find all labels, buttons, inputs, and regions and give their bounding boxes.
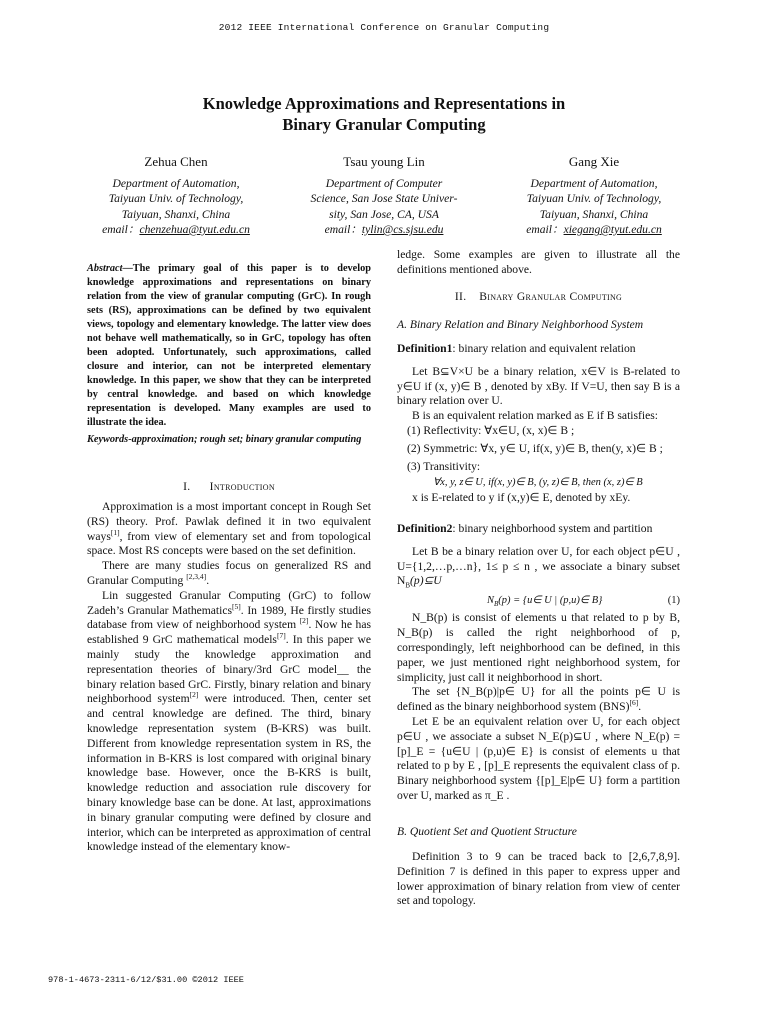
author-affiliation: Department of Automation, Taiyuan Univ. of Technology, Taiyuan, Shanxi, China (526, 176, 662, 221)
def2-paragraph-3: The set {N_B(p)|p∈ U} for all the points p∈ U is defined as the binary neighborhood system (BNS)[6]. (397, 685, 680, 714)
subsection-b-heading: B. Quotient Set and Quotient Structure (397, 825, 577, 838)
def1-condition-intro: B is an equivalent relation marked as E if B satisfies: (412, 409, 658, 423)
author-name: Zehua Chen (144, 154, 208, 169)
def1-transitivity-formula: ∀x, y, z∈ U, if(x, y)∈ B, (y, z)∈ B, then (x, z)∈ B (433, 477, 643, 489)
author-email-link[interactable]: chenzehua@tyut.edu.cn (139, 223, 250, 236)
author-affiliation: Department of Automation, Taiyuan Univ. of Technology, Taiyuan, Shanxi, China (108, 176, 244, 221)
author-name: Tsau young Lin (343, 154, 425, 169)
author-name: Gang Xie (568, 154, 620, 169)
section-number: II. (454, 290, 467, 303)
author-block-2 (284, 154, 484, 238)
def1-transitivity: (3) Transitivity: (407, 459, 481, 473)
section-number: I. (183, 480, 191, 493)
def1-symmetric: (2) Symmetric: ∀x, y∈ U, if(x, y)∈ B, then(y, x)∈ B ; (407, 441, 663, 455)
equation-number: (1) (667, 594, 680, 606)
email-label: email： (526, 223, 564, 236)
def1-paragraph: Let B⊆V×U be a binary relation, x∈V is B-related to y∈U if (x, y)∈ B , denoted by xBy. If V=U, then say B is a binary relation over U. (397, 364, 680, 408)
def2-equation: $N_B(p)$ = {u∈ U | (p,u)∈ B} (1) (397, 594, 680, 612)
copyright-footer: 978-1-4673-2311-6/12/$31.00 ©2012 IEEE (48, 975, 244, 985)
section-heading-binary-granular-computing (397, 290, 680, 303)
def2-paragraph-1: Let B be a binary relation over U, for each object p∈U , U={1,2,…p,…n}, 1≤ p ≤ n , we associate a binary subset $N_B(p)⊆U$ (397, 544, 680, 590)
keywords: Keywords-approximation; rough set; binary granular computing (87, 434, 362, 445)
def2-paragraph-2: N_B(p) is consist of elements u that related to p by B, N_B(p) is called the right neighborhood of p, correspondingly, left neighborhood can be defined, in this paper, we just mentioned right neighborhood system, for simplicity, just call it neighborhood in short. (397, 611, 680, 684)
conference-header: 2012 IEEE International Conference on Granular Computing (218, 22, 550, 33)
subsection-b-body (397, 850, 680, 909)
definition-2 (397, 522, 680, 804)
abstract-label: Abstract (87, 263, 123, 274)
subsection-b-paragraph: Definition 3 to 9 can be traced back to [2,6,7,8,9]. Definition 7 is defined in this paper to express upper and lower approximation of binary relation from view of center set and topology. (397, 850, 680, 908)
abstract (87, 262, 371, 430)
section-title: Binary Granular Computing (479, 290, 623, 303)
def1-reflectivity: (1) Reflectivity: ∀x∈U, (x, x)∈ B ; (407, 423, 575, 437)
def2-heading: Definition2: binary neighborhood system and partition (397, 522, 653, 535)
def2-paragraph-4: Let E be an equivalent relation over U, for each object p∈U , we associate a subset N_E(p)⊆U , where N_E(p) = [p]_E = {u∈U | (p,u)∈ E} is consist of elements u that related to p by E , [p]_E represents the equivalent class of p. Binary neighborhood system {[p]_E|p∈ U} form a partition over U, marked as π_E . (397, 714, 680, 802)
author-affiliation: Department of Computer Science, San Jose State Univer- sity, San Jose, CA, USA (310, 176, 458, 221)
author-block-1 (76, 154, 276, 238)
author-email-link[interactable]: xiegang@tyut.edu.cn (563, 223, 662, 236)
right-column-top (397, 248, 680, 278)
author-email-link[interactable]: tylin@cs.sjsu.edu (361, 223, 444, 236)
def1-heading: Definition1: binary relation and equivalent relation (397, 342, 636, 355)
section-heading-introduction (87, 480, 371, 493)
title-line-2: Binary Granular Computing (282, 115, 486, 134)
paper-title (40, 93, 728, 135)
intro-paragraph-2: There are many studies focus on generalized RS and Granular Computing [2,3,4]. (87, 559, 371, 587)
def1-closing: x is E-related to y if (x,y)∈ E, denoted by xEy. (412, 491, 631, 505)
subsection-a-heading: A. Binary Relation and Binary Neighborhood System (397, 318, 644, 331)
title-line-1: Knowledge Approximations and Representations in (202, 94, 566, 113)
intro-paragraph-1: Approximation is a most important concept in Rough Set (RS) theory. Prof. Pawlak defined it in two equivalent ways[1], from view of elementary set and from topological space. Most RS concepts were based on the set definition. (87, 500, 371, 558)
email-label: email： (324, 223, 362, 236)
right-paragraph-continuation: ledge. Some examples are given to illustrate all the definitions mentioned above. (397, 248, 680, 276)
definition-1 (397, 342, 680, 506)
email-label: email： (102, 223, 140, 236)
section-title: Introduction (209, 480, 275, 493)
introduction-body (87, 500, 371, 855)
abstract-text: —The primary goal of this paper is to develop knowledge approximations and representations on binary relation from the view of granular computing (GrC). In rough sets (RS), approximations can be defined by two equivalent views, topology and elementary knowledge. The latter view does not behave well mathematically, so in GrC, topology has often been adopted. Unfortunately, such approximations, called closure and interior, can not be interpreted elementary knowledge. In this paper, we show that they can be interpreted by central knowledge. and based on which knowledge representation is developed. Many examples are used to illustrate the idea. (87, 263, 371, 428)
intro-paragraph-3: Lin suggested Granular Computing (GrC) to follow Zadeh’s Granular Mathematics[5]. In 1989, He firstly studies database from view of neighborhood system [2]. Now he has established 9 GrC mathematical models[7]. In this paper we mainly study the knowledge approximation and representation theories of binary/3rd GrC model__ the binary relation based GrC. Firstly, binary relation and binary neighborhood system[2] were introduced. Then, center set and central knowledge are defined. The third, binary knowledge representation system (B-KRS) was built. Different from knowledge representation system in RS, the information in B-KRS is lost compared with original binary knowledge base. However, once the B-KRS is built, knowledge reduction and association rule discovery for binary knowledge base can be done. At last, approximations in binary granular computing were defined by closure and interior, which can be interpreted as approximation of central knowledge instead of the elementary know- (87, 588, 372, 854)
author-block-3 (494, 154, 694, 238)
